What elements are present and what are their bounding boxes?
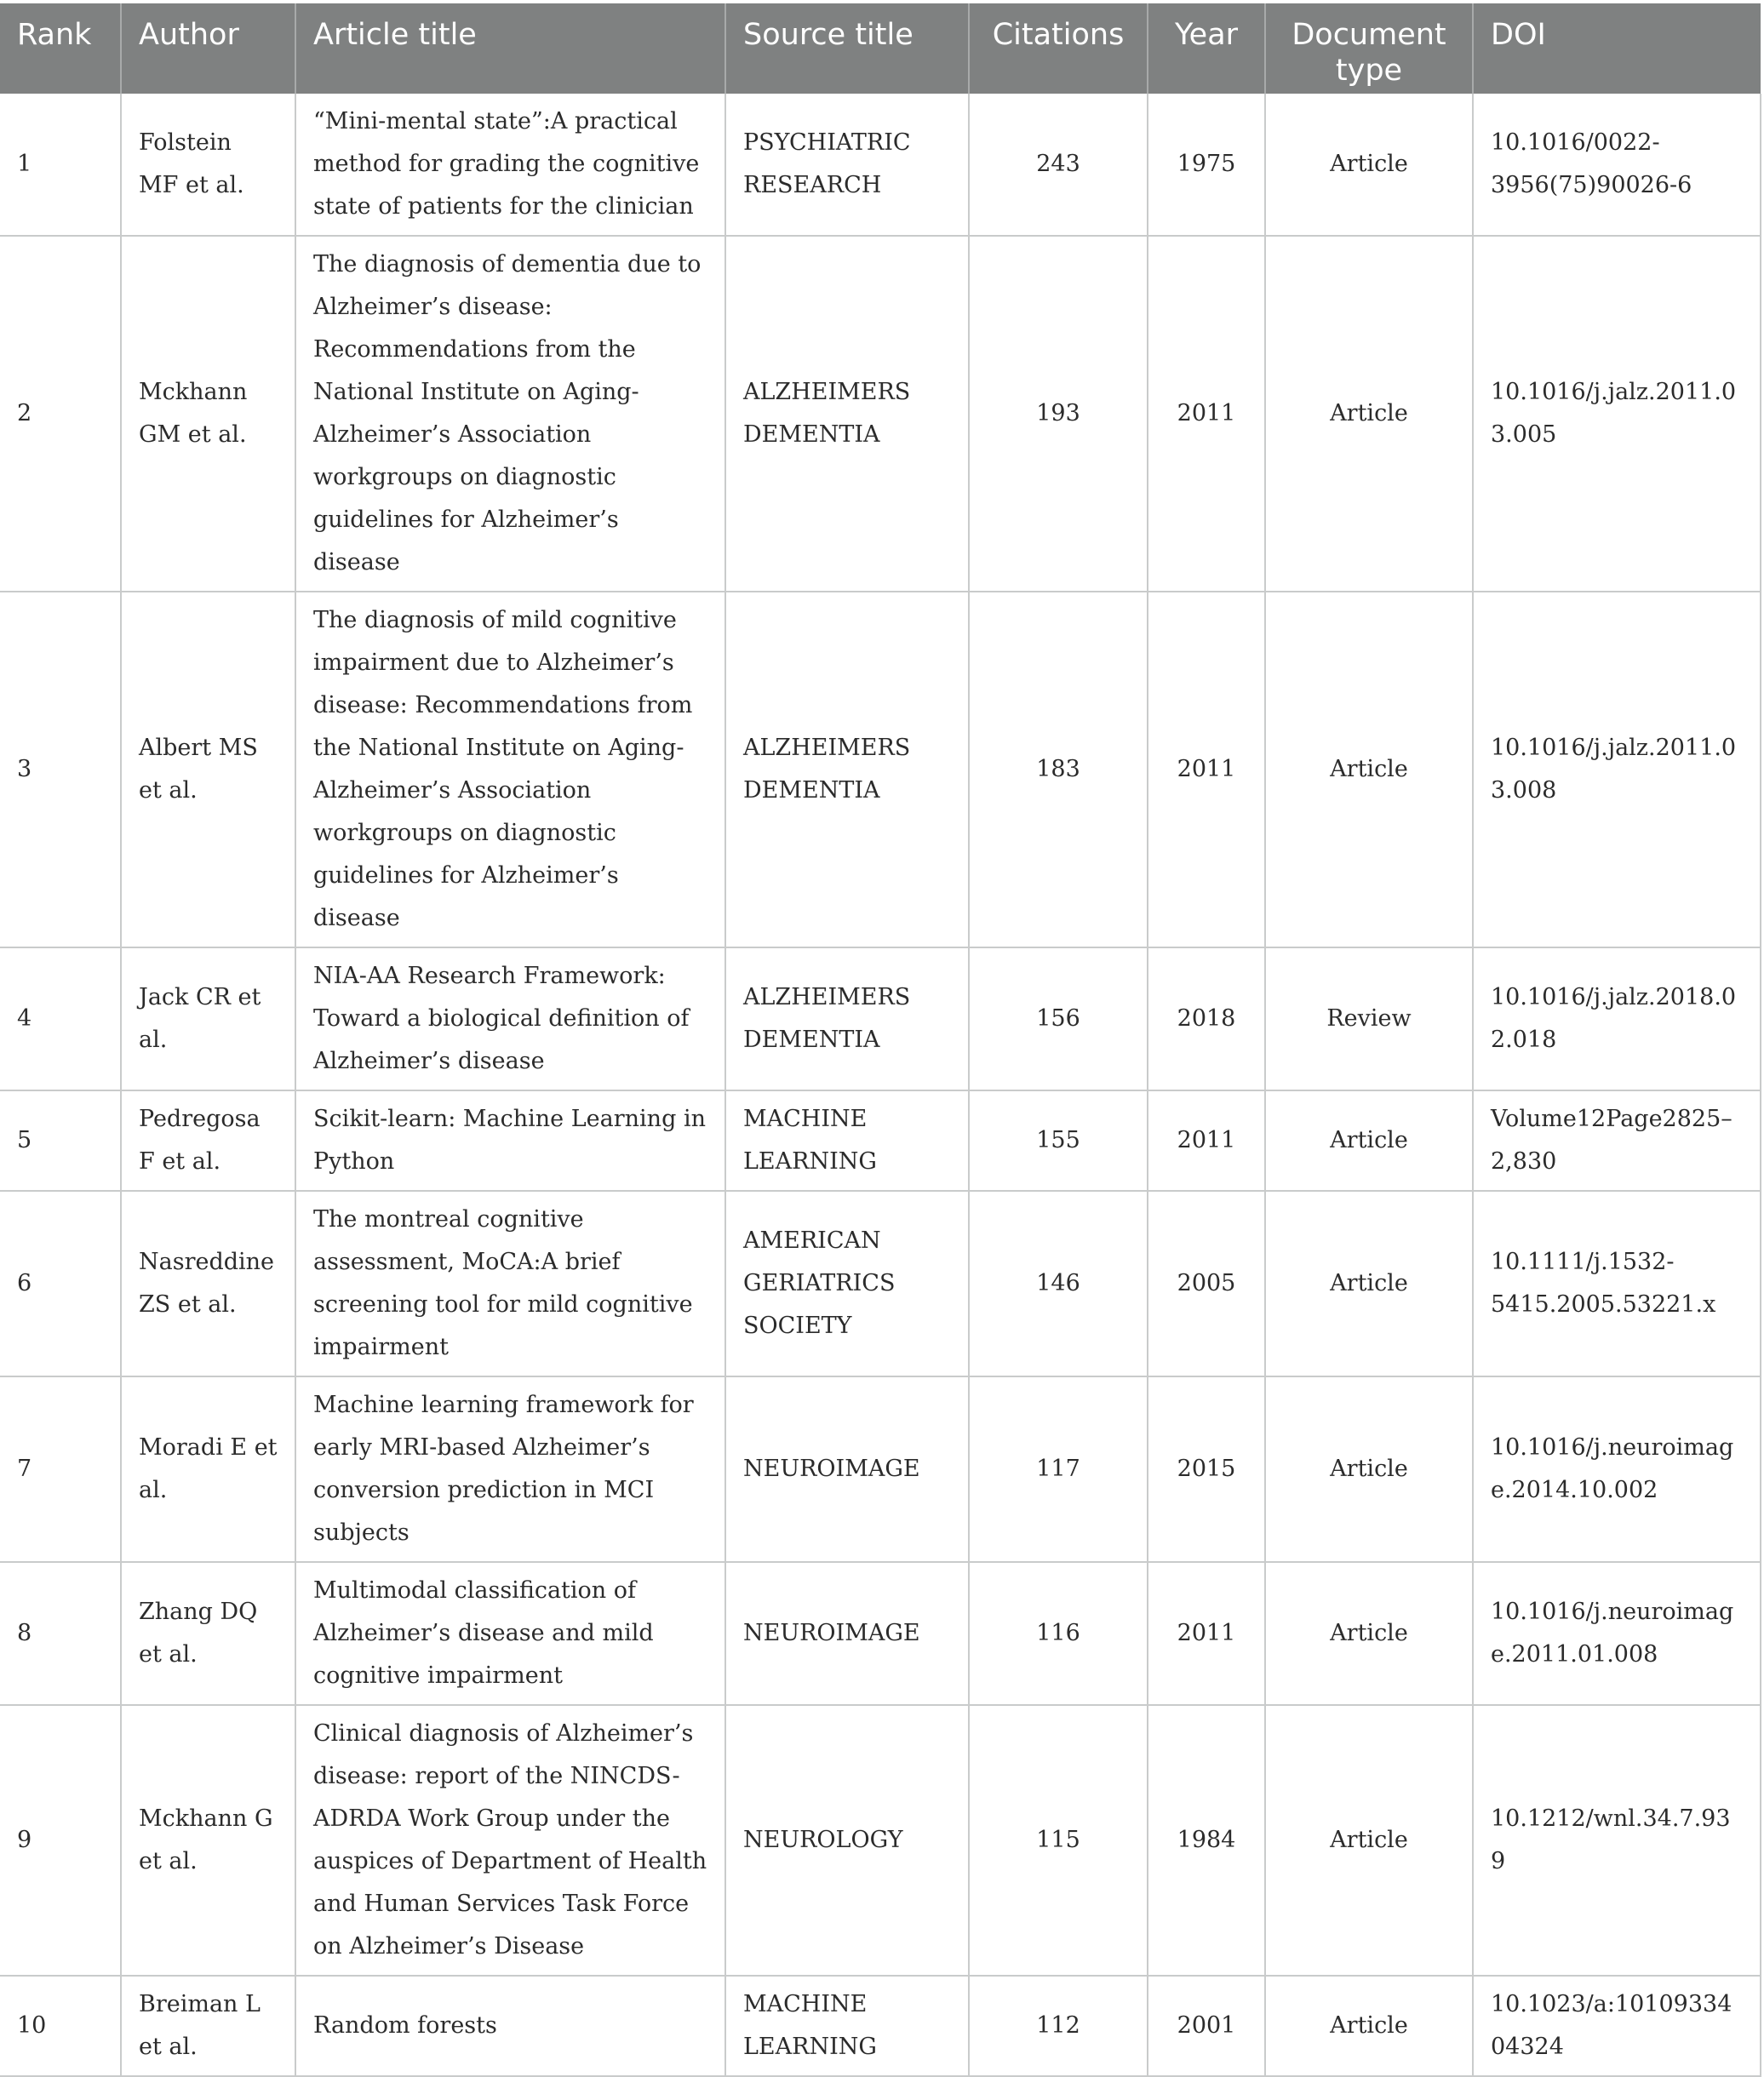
- cell-source-title: NEUROIMAGE: [725, 1562, 969, 1705]
- cell-document-type: Article: [1265, 1705, 1473, 1976]
- cell-rank: 1: [0, 94, 121, 236]
- cell-source-title: AMERICAN GERIATRICS SOCIETY: [725, 1191, 969, 1376]
- cell-doi: 10.1212/wnl.34.7.939: [1473, 1705, 1761, 1976]
- table-row: [0, 947, 1761, 1090]
- cell-document-type: Article: [1265, 94, 1473, 236]
- cell-year: 2018: [1148, 947, 1265, 1090]
- cell-doi: 10.1016/j.jalz.2011.03.005: [1473, 236, 1761, 592]
- cell-article-title: The diagnosis of mild cognitive impairment due to Alzheimer’s disease: Recommendations from the National Institute on Aging-Alzheimer’s Association workgroups on diagnostic guidelines for Alzheimer’s disease: [295, 592, 725, 947]
- header-document-type: Document type: [1265, 3, 1473, 94]
- cell-source-title: NEUROIMAGE: [725, 1376, 969, 1562]
- cell-source-title: ALZHEIMERS DEMENTIA: [725, 236, 969, 592]
- table-row: [0, 1376, 1761, 1562]
- cell-document-type: Article: [1265, 1562, 1473, 1705]
- cell-article-title: The diagnosis of dementia due to Alzheimer’s disease: Recommendations from the National Institute on Aging-Alzheimer’s Association workgroups on diagnostic guidelines for Alzheimer’s disease: [295, 236, 725, 592]
- cell-source-title: MACHINE LEARNING: [725, 1090, 969, 1191]
- table-row: [0, 236, 1761, 592]
- cell-source-title: ALZHEIMERS DEMENTIA: [725, 592, 969, 947]
- cell-year: 2001: [1148, 1976, 1265, 2076]
- table-row: [0, 1705, 1761, 1976]
- cell-citations: 146: [969, 1191, 1148, 1376]
- cell-article-title: Random forests: [295, 1976, 725, 2076]
- cell-document-type: Article: [1265, 1191, 1473, 1376]
- cell-author: Folstein MF et al.: [121, 94, 295, 236]
- cell-citations: 155: [969, 1090, 1148, 1191]
- cell-source-title: NEUROLOGY: [725, 1705, 969, 1976]
- cell-author: Mckhann GM et al.: [121, 236, 295, 592]
- cell-doi: 10.1016/0022-3956(75)90026-6: [1473, 94, 1761, 236]
- cell-author: Breiman L et al.: [121, 1976, 295, 2076]
- cell-rank: 8: [0, 1562, 121, 1705]
- cell-citations: 243: [969, 94, 1148, 236]
- cell-article-title: Scikit-learn: Machine Learning in Python: [295, 1090, 725, 1191]
- cell-document-type: Article: [1265, 1376, 1473, 1562]
- cell-article-title: NIA-AA Research Framework: Toward a biological definition of Alzheimer’s disease: [295, 947, 725, 1090]
- cell-citations: 117: [969, 1376, 1148, 1562]
- cell-doi: 10.1111/j.1532-5415.2005.53221.x: [1473, 1191, 1761, 1376]
- cell-citations: 183: [969, 592, 1148, 947]
- cell-author: Moradi E et al.: [121, 1376, 295, 1562]
- header-article-title: Article title: [295, 3, 725, 94]
- cell-year: 1984: [1148, 1705, 1265, 1976]
- cell-citations: 115: [969, 1705, 1148, 1976]
- cell-citations: 112: [969, 1976, 1148, 2076]
- cell-author: Mckhann G et al.: [121, 1705, 295, 1976]
- table-row: [0, 1191, 1761, 1376]
- header-rank: Rank: [0, 3, 121, 94]
- cell-year: 2011: [1148, 1090, 1265, 1191]
- header-citations: Citations: [969, 3, 1148, 94]
- table-body: [0, 94, 1761, 2076]
- cell-doi: 10.1016/j.neuroimage.2011.01.008: [1473, 1562, 1761, 1705]
- cell-doi: 10.1016/j.jalz.2018.02.018: [1473, 947, 1761, 1090]
- cell-rank: 5: [0, 1090, 121, 1191]
- cell-document-type: Article: [1265, 1976, 1473, 2076]
- header-row: [0, 3, 1761, 94]
- cell-rank: 6: [0, 1191, 121, 1376]
- cell-document-type: Article: [1265, 236, 1473, 592]
- cell-author: Jack CR et al.: [121, 947, 295, 1090]
- top-cited-articles-table: [0, 3, 1761, 2077]
- citations-table-container: [0, 3, 1761, 2077]
- cell-author: Zhang DQ et al.: [121, 1562, 295, 1705]
- cell-article-title: Clinical diagnosis of Alzheimer’s disease: report of the NINCDS-ADRDA Work Group under the auspices of Department of Health and Human Services Task Force on Alzheimer’s Disease: [295, 1705, 725, 1976]
- cell-document-type: Article: [1265, 592, 1473, 947]
- cell-source-title: MACHINE LEARNING: [725, 1976, 969, 2076]
- cell-author: Nasreddine ZS et al.: [121, 1191, 295, 1376]
- table-header: [0, 3, 1761, 94]
- cell-citations: 156: [969, 947, 1148, 1090]
- cell-rank: 4: [0, 947, 121, 1090]
- cell-doi: 10.1023/a:1010933404324: [1473, 1976, 1761, 2076]
- cell-doi: 10.1016/j.neuroimage.2014.10.002: [1473, 1376, 1761, 1562]
- cell-article-title: Multimodal classification of Alzheimer’s disease and mild cognitive impairment: [295, 1562, 725, 1705]
- header-year: Year: [1148, 3, 1265, 94]
- table-row: [0, 1976, 1761, 2076]
- cell-article-title: The montreal cognitive assessment, MoCA:A brief screening tool for mild cognitive impairment: [295, 1191, 725, 1376]
- cell-year: 2011: [1148, 1562, 1265, 1705]
- table-row: [0, 1090, 1761, 1191]
- header-doi: DOI: [1473, 3, 1761, 94]
- cell-year: 2011: [1148, 592, 1265, 947]
- cell-document-type: Review: [1265, 947, 1473, 1090]
- cell-article-title: Machine learning framework for early MRI-based Alzheimer’s conversion prediction in MCI subjects: [295, 1376, 725, 1562]
- cell-year: 2005: [1148, 1191, 1265, 1376]
- table-row: [0, 94, 1761, 236]
- cell-citations: 193: [969, 236, 1148, 592]
- cell-document-type: Article: [1265, 1090, 1473, 1191]
- cell-doi: Volume12Page2825–2,830: [1473, 1090, 1761, 1191]
- cell-rank: 2: [0, 236, 121, 592]
- cell-source-title: ALZHEIMERS DEMENTIA: [725, 947, 969, 1090]
- cell-rank: 10: [0, 1976, 121, 2076]
- header-author: Author: [121, 3, 295, 94]
- cell-author: Pedregosa F et al.: [121, 1090, 295, 1191]
- cell-rank: 9: [0, 1705, 121, 1976]
- cell-rank: 7: [0, 1376, 121, 1562]
- cell-year: 2011: [1148, 236, 1265, 592]
- cell-article-title: “Mini-mental state”:A practical method for grading the cognitive state of patients for the clinician: [295, 94, 725, 236]
- cell-rank: 3: [0, 592, 121, 947]
- table-row: [0, 1562, 1761, 1705]
- header-source-title: Source title: [725, 3, 969, 94]
- table-row: [0, 592, 1761, 947]
- cell-year: 1975: [1148, 94, 1265, 236]
- cell-author: Albert MS et al.: [121, 592, 295, 947]
- cell-source-title: PSYCHIATRIC RESEARCH: [725, 94, 969, 236]
- cell-year: 2015: [1148, 1376, 1265, 1562]
- cell-citations: 116: [969, 1562, 1148, 1705]
- cell-doi: 10.1016/j.jalz.2011.03.008: [1473, 592, 1761, 947]
